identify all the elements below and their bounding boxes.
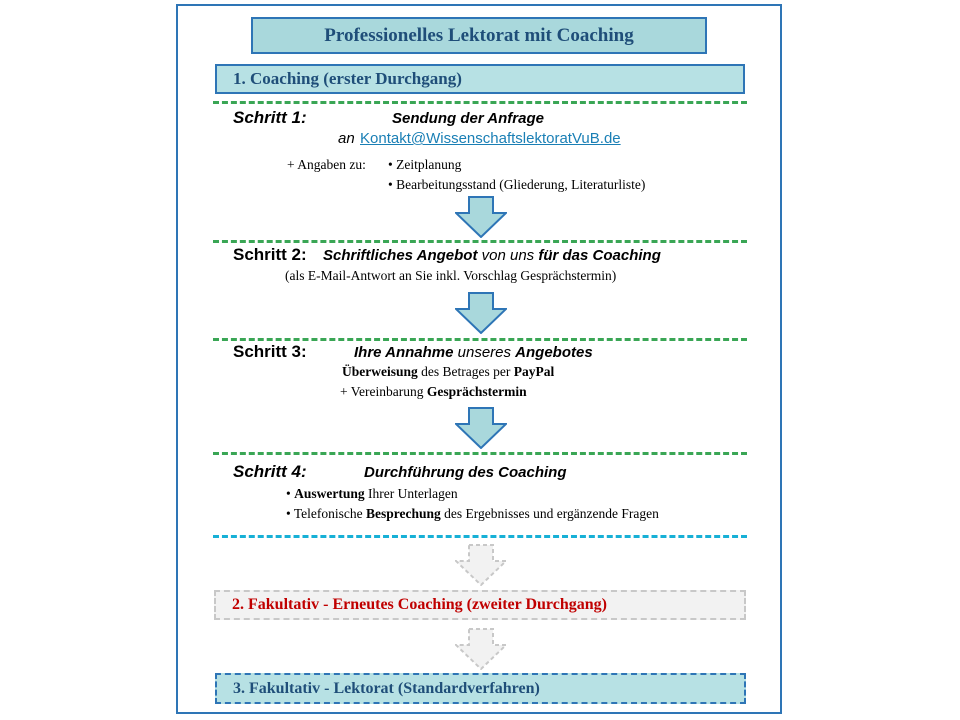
step1-bullet-zeitplanung: • Zeitplanung xyxy=(388,157,462,172)
option-repeat-coaching: 2. Fakultativ - Erneutes Coaching (zweiter Durchgang) xyxy=(214,590,746,620)
separator-line xyxy=(213,101,747,104)
separator-line xyxy=(213,338,747,341)
step2-offer: Schriftliches Angebot von uns für das Coaching xyxy=(323,247,661,264)
separator-line xyxy=(213,240,747,243)
section-coaching-first-pass: 1. Coaching (erster Durchgang) xyxy=(215,64,745,94)
step4-bullet-auswertung: • Auswertung Ihrer Unterlagen xyxy=(286,486,458,501)
step2-subline: (als E-Mail-Antwort an Sie inkl. Vorschlag Gesprächstermin) xyxy=(285,268,617,283)
down-arrow-icon xyxy=(455,407,507,449)
down-arrow-icon-optional xyxy=(455,628,507,670)
step3-acceptance: Ihre Annahme unseres Angebotes xyxy=(354,344,593,361)
step4-bullet-besprechung: • Telefonische Besprechung des Ergebnisses und ergänzende Fragen xyxy=(286,506,659,521)
step4-label: Schritt 4: xyxy=(233,462,307,481)
step4-action: Durchführung des Coaching xyxy=(364,464,567,481)
option-lektorat: 3. Fakultativ - Lektorat (Standardverfahren) xyxy=(215,673,746,704)
separator-line-blue xyxy=(213,535,747,538)
contact-email-link[interactable]: Kontakt@WissenschaftslektoratVuB.de xyxy=(360,130,621,147)
step1-bullet-bearbeitungsstand: • Bearbeitungsstand (Gliederung, Literaturliste) xyxy=(388,177,646,192)
diagram-title: Professionelles Lektorat mit Coaching xyxy=(251,17,707,54)
down-arrow-icon xyxy=(455,196,507,238)
down-arrow-icon xyxy=(455,292,507,334)
step3-label: Schritt 3: xyxy=(233,342,307,361)
step1-angaben: + Angaben zu: xyxy=(287,157,366,172)
step3-payment: Überweisung des Betrages per PayPal xyxy=(342,364,555,379)
down-arrow-icon-optional xyxy=(455,544,507,586)
step2-label: Schritt 2: xyxy=(233,245,307,264)
step3-appointment: + Vereinbarung Gesprächstermin xyxy=(340,384,527,399)
step1-label: Schritt 1: xyxy=(233,108,307,127)
step1-action: Sendung der Anfrage xyxy=(392,110,544,127)
step1-an: an xyxy=(338,130,355,147)
separator-line xyxy=(213,452,747,455)
